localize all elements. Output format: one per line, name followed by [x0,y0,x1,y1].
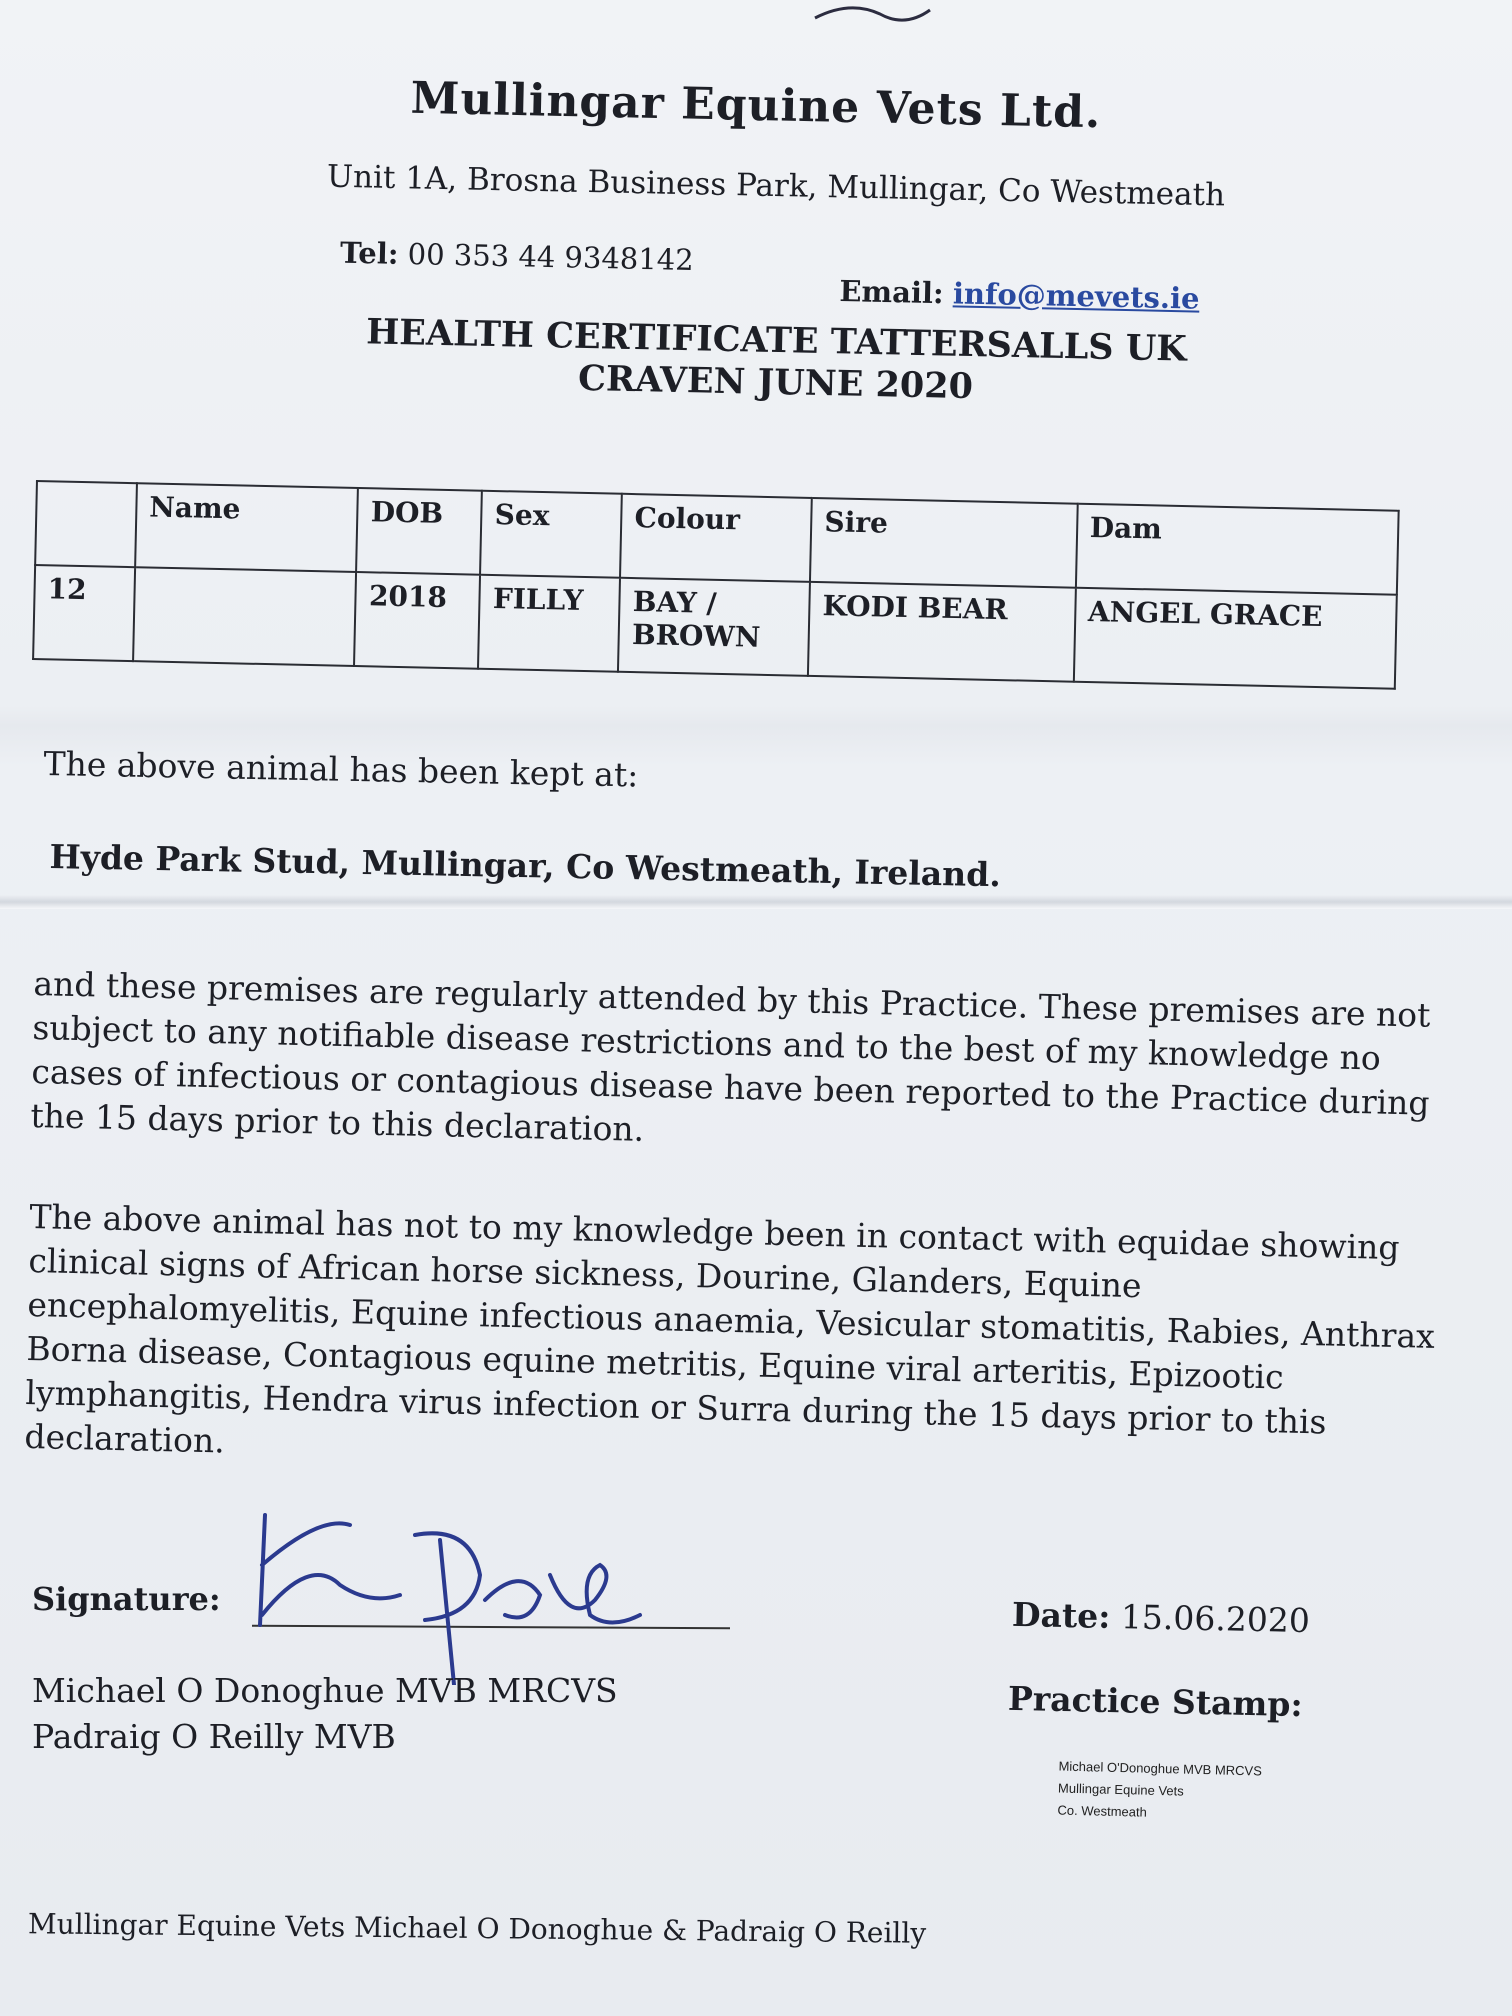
footer-text: Mullingar Equine Vets Michael O Donoghue & Padraig O Reilly [27,1907,927,1950]
date-value: 15.06.2020 [1120,1597,1311,1641]
vet-name-1: Michael O Donoghue MVB MRCVS [32,1671,618,1710]
title-line-1: HEALTH CERTIFICATE TATTERSALLS UK [365,311,1188,370]
email-block [839,274,1200,316]
company-name: Mullingar Equine Vets Ltd. [410,72,1102,139]
stamp-line-3: Co. Westmeath [1057,1802,1148,1820]
certificate-title [19,304,1512,420]
paper-fold [0,895,1512,909]
table-header-cell: Dam [1076,504,1399,595]
table-header-cell: Sire [810,498,1077,588]
tel-label: Tel: [339,235,399,271]
table-header-cell: Sex [480,491,622,578]
declaration-paragraph-1: and these premises are regularly attended by this Practice. These premises are not subject to any notifiable disease restrictions and to the best of my knowledge no cases of infectious or contagious disease have been reported to the Practice during the 15 days prior to this declaration. [30,963,1431,1149]
premises-name: Hyde Park Stud, Mullingar, Co Westmeath, Ireland. [49,836,1002,895]
date-label: Date: [1011,1594,1111,1636]
table-header-cell: DOB [357,488,483,575]
date-row [1012,1595,1311,1640]
horse-table-wrapper [32,480,1400,690]
dob-cell: 2018 [354,572,480,669]
vet-names [32,1668,618,1760]
declaration-paragraph-2: The above animal has not to my knowledge been in contact with equidae showing clinical signs of African horse sickness, Dourine, Glanders, Equine encephalomyelitis, Equine infectious anaemia, Vesicular stomatitis, Rabies, Anthrax Borna disease, Contagious equine metritis, Equine viral arteritis, Epizootic lymphangitis, Hendra virus infection or Surra during the 15 days prior to this declaration. [24,1196,1436,1461]
practice-stamp-label: Practice Stamp: [1007,1678,1304,1725]
tel-number: 00 353 44 9348142 [407,236,695,277]
sire-cell: KODI BEAR [808,582,1075,682]
colour-cell: BAY / BROWN [618,578,810,676]
contact-line [339,235,1241,316]
email-link[interactable]: info@mevets.ie [952,276,1200,316]
table-header-cell [35,481,137,567]
dam-cell: ANGEL GRACE [1073,588,1396,689]
email-label: Email: [839,274,945,311]
stamp-line-1: Michael O'Donoghue MVB MRCVS [1058,1758,1263,1779]
table-header-cell: Name [135,483,358,572]
vet-name-2: Padraig O Reilly MVB [32,1717,396,1756]
company-address: Unit 1A, Brosna Business Park, Mullingar, Co Westmeath [326,158,1226,214]
pen-mark-icon [810,0,940,40]
handwritten-signature-icon [240,1505,670,1685]
lot-number-cell: 12 [33,565,135,661]
signature-label: Signature: [32,1580,221,1618]
kept-at-intro: The above animal has been kept at: [43,743,639,795]
table-header-cell: Colour [620,494,812,582]
stamp-line-2: Mullingar Equine Vets [1057,1780,1184,1799]
practice-stamp [1057,1756,1262,1827]
title-line-2: CRAVEN JUNE 2020 [577,357,974,408]
sex-cell: FILLY [478,575,620,672]
horse-details-table [32,480,1400,690]
name-cell [133,567,357,666]
